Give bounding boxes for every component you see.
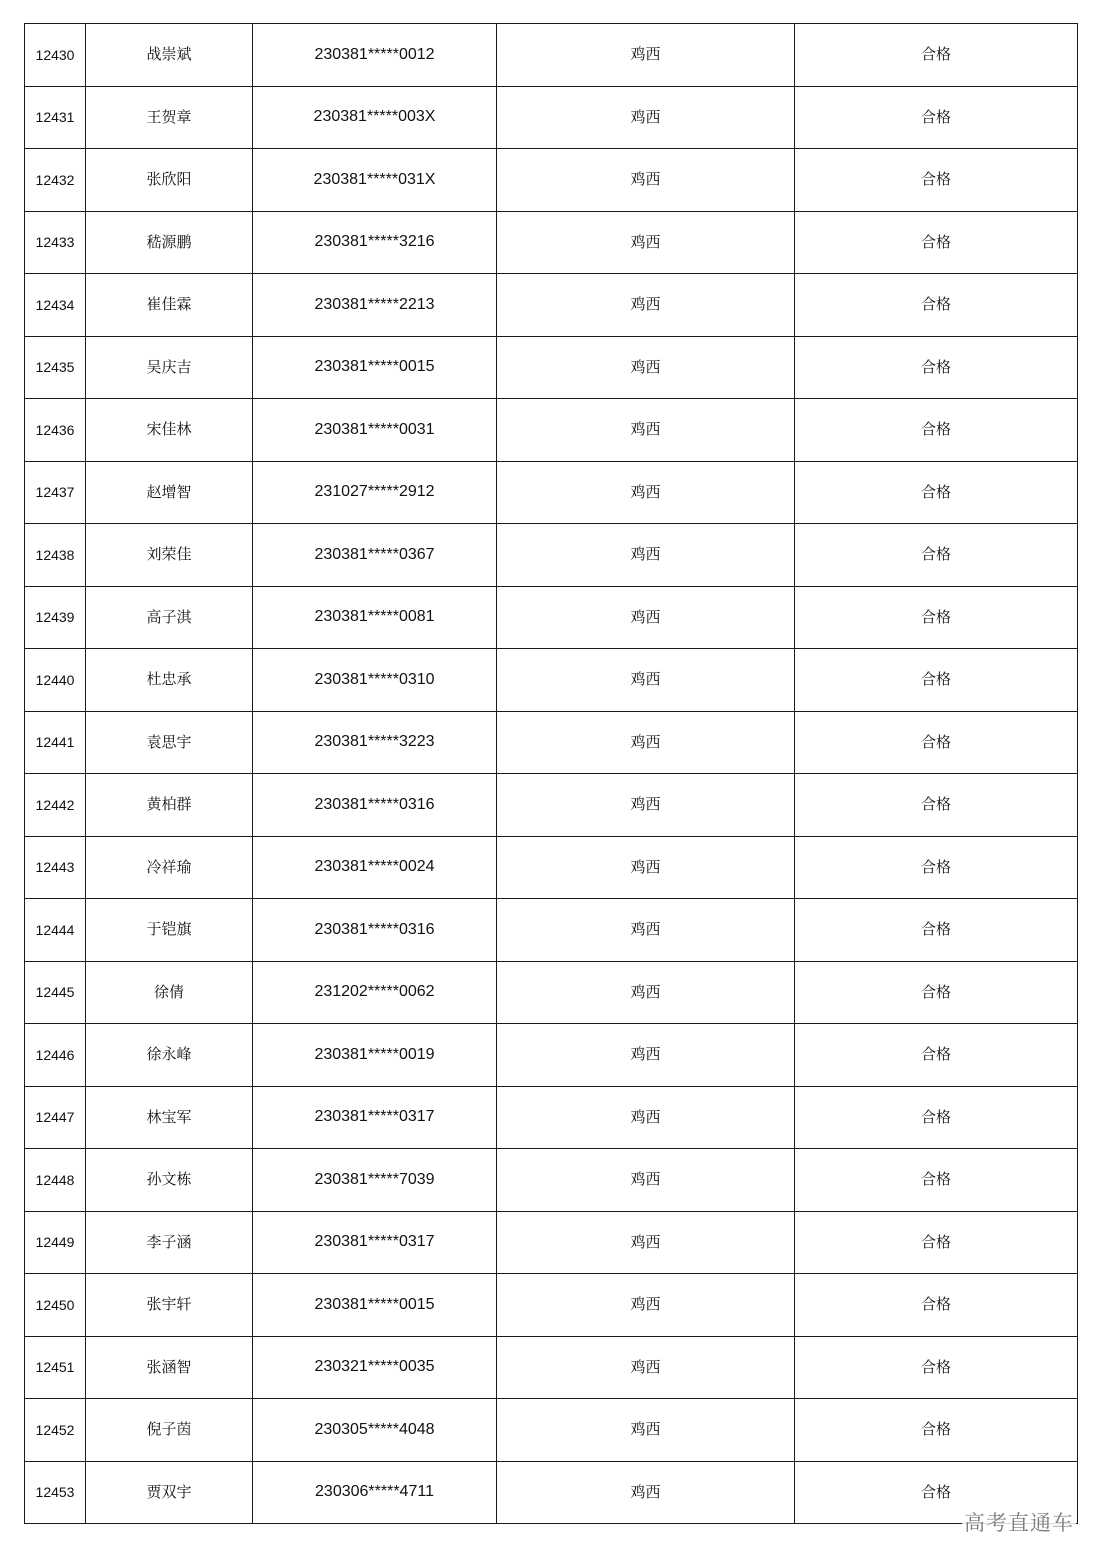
table-row [25, 1149, 1078, 1212]
cell-number: 12434 [25, 274, 86, 337]
cell-number: 12452 [25, 1399, 86, 1462]
cell-name: 杜忠承 [86, 649, 253, 712]
cell-region: 鸡西 [497, 1211, 795, 1274]
cell-result: 合格 [795, 149, 1078, 212]
cell-number: 12432 [25, 149, 86, 212]
table-row [25, 711, 1078, 774]
cell-result: 合格 [795, 24, 1078, 87]
cell-result: 合格 [795, 1399, 1078, 1462]
cell-name: 高子淇 [86, 586, 253, 649]
cell-region: 鸡西 [497, 1274, 795, 1337]
table-row [25, 86, 1078, 149]
cell-result: 合格 [795, 899, 1078, 962]
table-row [25, 274, 1078, 337]
cell-region: 鸡西 [497, 1149, 795, 1212]
cell-number: 12445 [25, 961, 86, 1024]
cell-region: 鸡西 [497, 399, 795, 462]
cell-result: 合格 [795, 336, 1078, 399]
cell-name: 刘荣佳 [86, 524, 253, 587]
cell-name: 战崇斌 [86, 24, 253, 87]
cell-id-number: 231027*****2912 [253, 461, 497, 524]
cell-id-number: 230381*****2213 [253, 274, 497, 337]
table-row [25, 1024, 1078, 1087]
cell-name: 倪子茵 [86, 1399, 253, 1462]
table-row [25, 524, 1078, 587]
cell-id-number: 230381*****0367 [253, 524, 497, 587]
table-row [25, 1399, 1078, 1462]
cell-id-number: 230381*****0024 [253, 836, 497, 899]
cell-number: 12441 [25, 711, 86, 774]
cell-number: 12443 [25, 836, 86, 899]
table-row [25, 774, 1078, 837]
cell-region: 鸡西 [497, 1086, 795, 1149]
cell-name: 吴庆吉 [86, 336, 253, 399]
table-row [25, 1336, 1078, 1399]
table-body [25, 24, 1078, 1524]
cell-id-number: 230381*****0310 [253, 649, 497, 712]
cell-name: 徐倩 [86, 961, 253, 1024]
cell-region: 鸡西 [497, 336, 795, 399]
cell-result: 合格 [795, 86, 1078, 149]
cell-number: 12442 [25, 774, 86, 837]
cell-result: 合格 [795, 211, 1078, 274]
cell-name: 崔佳霖 [86, 274, 253, 337]
candidate-table [24, 23, 1078, 1524]
table-row [25, 1274, 1078, 1337]
cell-region: 鸡西 [497, 586, 795, 649]
cell-id-number: 230381*****0019 [253, 1024, 497, 1087]
cell-result: 合格 [795, 1211, 1078, 1274]
cell-result: 合格 [795, 461, 1078, 524]
table-row [25, 336, 1078, 399]
table-row [25, 586, 1078, 649]
cell-result: 合格 [795, 836, 1078, 899]
cell-id-number: 230381*****0317 [253, 1086, 497, 1149]
cell-name: 张涵智 [86, 1336, 253, 1399]
cell-number: 12444 [25, 899, 86, 962]
cell-id-number: 230381*****0317 [253, 1211, 497, 1274]
cell-name: 张宇轩 [86, 1274, 253, 1337]
cell-name: 嵇源鹏 [86, 211, 253, 274]
table-row [25, 961, 1078, 1024]
table-row [25, 899, 1078, 962]
cell-id-number: 230381*****0015 [253, 336, 497, 399]
cell-name: 孙文栋 [86, 1149, 253, 1212]
cell-number: 12448 [25, 1149, 86, 1212]
cell-number: 12435 [25, 336, 86, 399]
cell-region: 鸡西 [497, 1399, 795, 1462]
cell-result: 合格 [795, 1336, 1078, 1399]
table-row [25, 399, 1078, 462]
cell-id-number: 230381*****0316 [253, 899, 497, 962]
cell-number: 12437 [25, 461, 86, 524]
cell-region: 鸡西 [497, 1024, 795, 1087]
cell-region: 鸡西 [497, 649, 795, 712]
cell-name: 林宝军 [86, 1086, 253, 1149]
cell-name: 宋佳林 [86, 399, 253, 462]
table-row [25, 1086, 1078, 1149]
cell-id-number: 230381*****003X [253, 86, 497, 149]
cell-name: 黄柏群 [86, 774, 253, 837]
cell-number: 12447 [25, 1086, 86, 1149]
cell-id-number: 230381*****7039 [253, 1149, 497, 1212]
cell-id-number: 230381*****0015 [253, 1274, 497, 1337]
cell-number: 12446 [25, 1024, 86, 1087]
cell-id-number: 230381*****3216 [253, 211, 497, 274]
cell-region: 鸡西 [497, 211, 795, 274]
table-row [25, 1211, 1078, 1274]
cell-number: 12431 [25, 86, 86, 149]
cell-region: 鸡西 [497, 961, 795, 1024]
cell-name: 李子涵 [86, 1211, 253, 1274]
cell-number: 12439 [25, 586, 86, 649]
cell-result: 合格 [795, 1461, 1078, 1524]
cell-result: 合格 [795, 649, 1078, 712]
table-row [25, 836, 1078, 899]
cell-region: 鸡西 [497, 524, 795, 587]
cell-region: 鸡西 [497, 1461, 795, 1524]
cell-region: 鸡西 [497, 774, 795, 837]
cell-number: 12450 [25, 1274, 86, 1337]
cell-region: 鸡西 [497, 24, 795, 87]
cell-result: 合格 [795, 1274, 1078, 1337]
cell-result: 合格 [795, 711, 1078, 774]
cell-name: 贾双宇 [86, 1461, 253, 1524]
cell-number: 12438 [25, 524, 86, 587]
watermark-text: 高考直通车 [962, 1507, 1076, 1537]
cell-id-number: 230381*****0316 [253, 774, 497, 837]
table-row [25, 149, 1078, 212]
cell-region: 鸡西 [497, 836, 795, 899]
cell-result: 合格 [795, 399, 1078, 462]
cell-name: 张欣阳 [86, 149, 253, 212]
table-row [25, 649, 1078, 712]
cell-id-number: 230321*****0035 [253, 1336, 497, 1399]
cell-number: 12436 [25, 399, 86, 462]
cell-region: 鸡西 [497, 86, 795, 149]
cell-result: 合格 [795, 524, 1078, 587]
cell-region: 鸡西 [497, 1336, 795, 1399]
cell-number: 12440 [25, 649, 86, 712]
cell-id-number: 230381*****0012 [253, 24, 497, 87]
table-row [25, 211, 1078, 274]
cell-name: 袁思宇 [86, 711, 253, 774]
cell-name: 赵增智 [86, 461, 253, 524]
cell-id-number: 230305*****4048 [253, 1399, 497, 1462]
cell-number: 12451 [25, 1336, 86, 1399]
cell-number: 12453 [25, 1461, 86, 1524]
cell-region: 鸡西 [497, 461, 795, 524]
cell-name: 于铠旗 [86, 899, 253, 962]
cell-region: 鸡西 [497, 899, 795, 962]
cell-result: 合格 [795, 1086, 1078, 1149]
cell-name: 王贺章 [86, 86, 253, 149]
cell-id-number: 230381*****031X [253, 149, 497, 212]
cell-number: 12430 [25, 24, 86, 87]
table-row [25, 1461, 1078, 1524]
cell-result: 合格 [795, 1024, 1078, 1087]
cell-region: 鸡西 [497, 711, 795, 774]
cell-region: 鸡西 [497, 274, 795, 337]
cell-id-number: 230381*****0031 [253, 399, 497, 462]
table-row [25, 461, 1078, 524]
cell-result: 合格 [795, 961, 1078, 1024]
cell-result: 合格 [795, 274, 1078, 337]
cell-region: 鸡西 [497, 149, 795, 212]
cell-id-number: 230381*****0081 [253, 586, 497, 649]
cell-name: 冷祥瑜 [86, 836, 253, 899]
cell-id-number: 230381*****3223 [253, 711, 497, 774]
cell-id-number: 231202*****0062 [253, 961, 497, 1024]
cell-result: 合格 [795, 586, 1078, 649]
cell-number: 12449 [25, 1211, 86, 1274]
cell-name: 徐永峰 [86, 1024, 253, 1087]
cell-id-number: 230306*****4711 [253, 1461, 497, 1524]
cell-result: 合格 [795, 1149, 1078, 1212]
cell-number: 12433 [25, 211, 86, 274]
table-row [25, 24, 1078, 87]
cell-result: 合格 [795, 774, 1078, 837]
